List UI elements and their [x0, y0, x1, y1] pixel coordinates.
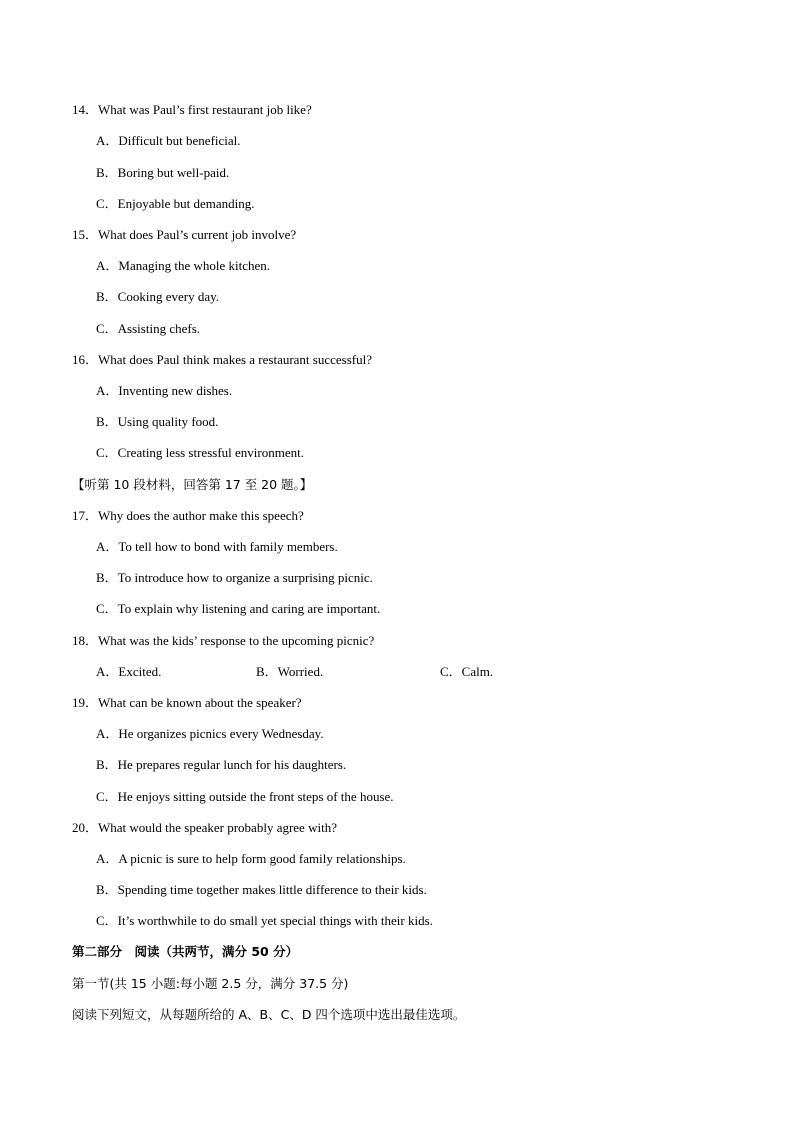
question-20-option-c: C．It’s worthwhile to do small yet special things with their kids. [96, 913, 433, 928]
question-16-stem: 16．What does Paul think makes a restaurant successful? [72, 352, 372, 367]
question-18-stem: 18．What was the kids’ response to the upcoming picnic? [72, 633, 375, 648]
question-16-option-a: A．Inventing new dishes. [96, 383, 233, 398]
question-17-option-a: A．To tell how to bond with family members. [96, 539, 338, 554]
question-19-option-b: B．He prepares regular lunch for his daughters. [96, 757, 347, 772]
question-20-option-b: B．Spending time together makes little difference to their kids. [96, 882, 427, 897]
question-14-option-a: A．Difficult but beneficial. [96, 133, 241, 148]
question-18-option-b: B．Worried. [256, 664, 324, 679]
question-16-option-b: B．Using quality food. [96, 414, 219, 429]
subsection-heading: 第一节(共 15 小题:每小题 2.5 分，满分 37.5 分) [72, 976, 349, 991]
question-15-option-a: A．Managing the whole kitchen. [96, 258, 271, 273]
question-20-stem: 20．What would the speaker probably agree with? [72, 820, 337, 835]
question-17-option-c: C．To explain why listening and caring are important. [96, 601, 381, 616]
part-heading: 第二部分 阅读（共两节，满分 50 分） [72, 944, 299, 959]
question-19-option-a: A．He organizes picnics every Wednesday. [96, 726, 324, 741]
question-19-option-c: C．He enjoys sitting outside the front steps of the house. [96, 789, 394, 804]
question-17-option-b: B．To introduce how to organize a surprising picnic. [96, 570, 373, 585]
question-20-option-a: A．A picnic is sure to help form good family relationships. [96, 851, 406, 866]
question-14-option-c: C．Enjoyable but demanding. [96, 196, 255, 211]
question-16-option-c: C．Creating less stressful environment. [96, 445, 304, 460]
question-15-stem: 15．What does Paul’s current job involve? [72, 227, 297, 242]
question-19-stem: 19．What can be known about the speaker? [72, 695, 302, 710]
question-18-options-row [96, 664, 596, 680]
reading-instruction: 阅读下列短文，从每题所给的 A、B、C、D 四个选项中选出最佳选项。 [72, 1007, 466, 1022]
question-18-option-c: C．Calm. [440, 664, 494, 679]
question-14-option-b: B．Boring but well-paid. [96, 165, 230, 180]
question-15-option-b: B．Cooking every day. [96, 289, 219, 304]
question-18-option-a: A．Excited. [96, 664, 162, 679]
question-14-stem: 14．What was Paul’s first restaurant job like? [72, 102, 312, 117]
question-15-option-c: C．Assisting chefs. [96, 321, 201, 336]
question-17-stem: 17．Why does the author make this speech? [72, 508, 304, 523]
section-note: 【听第 10 段材料，回答第 17 至 20 题。】 [72, 477, 313, 492]
